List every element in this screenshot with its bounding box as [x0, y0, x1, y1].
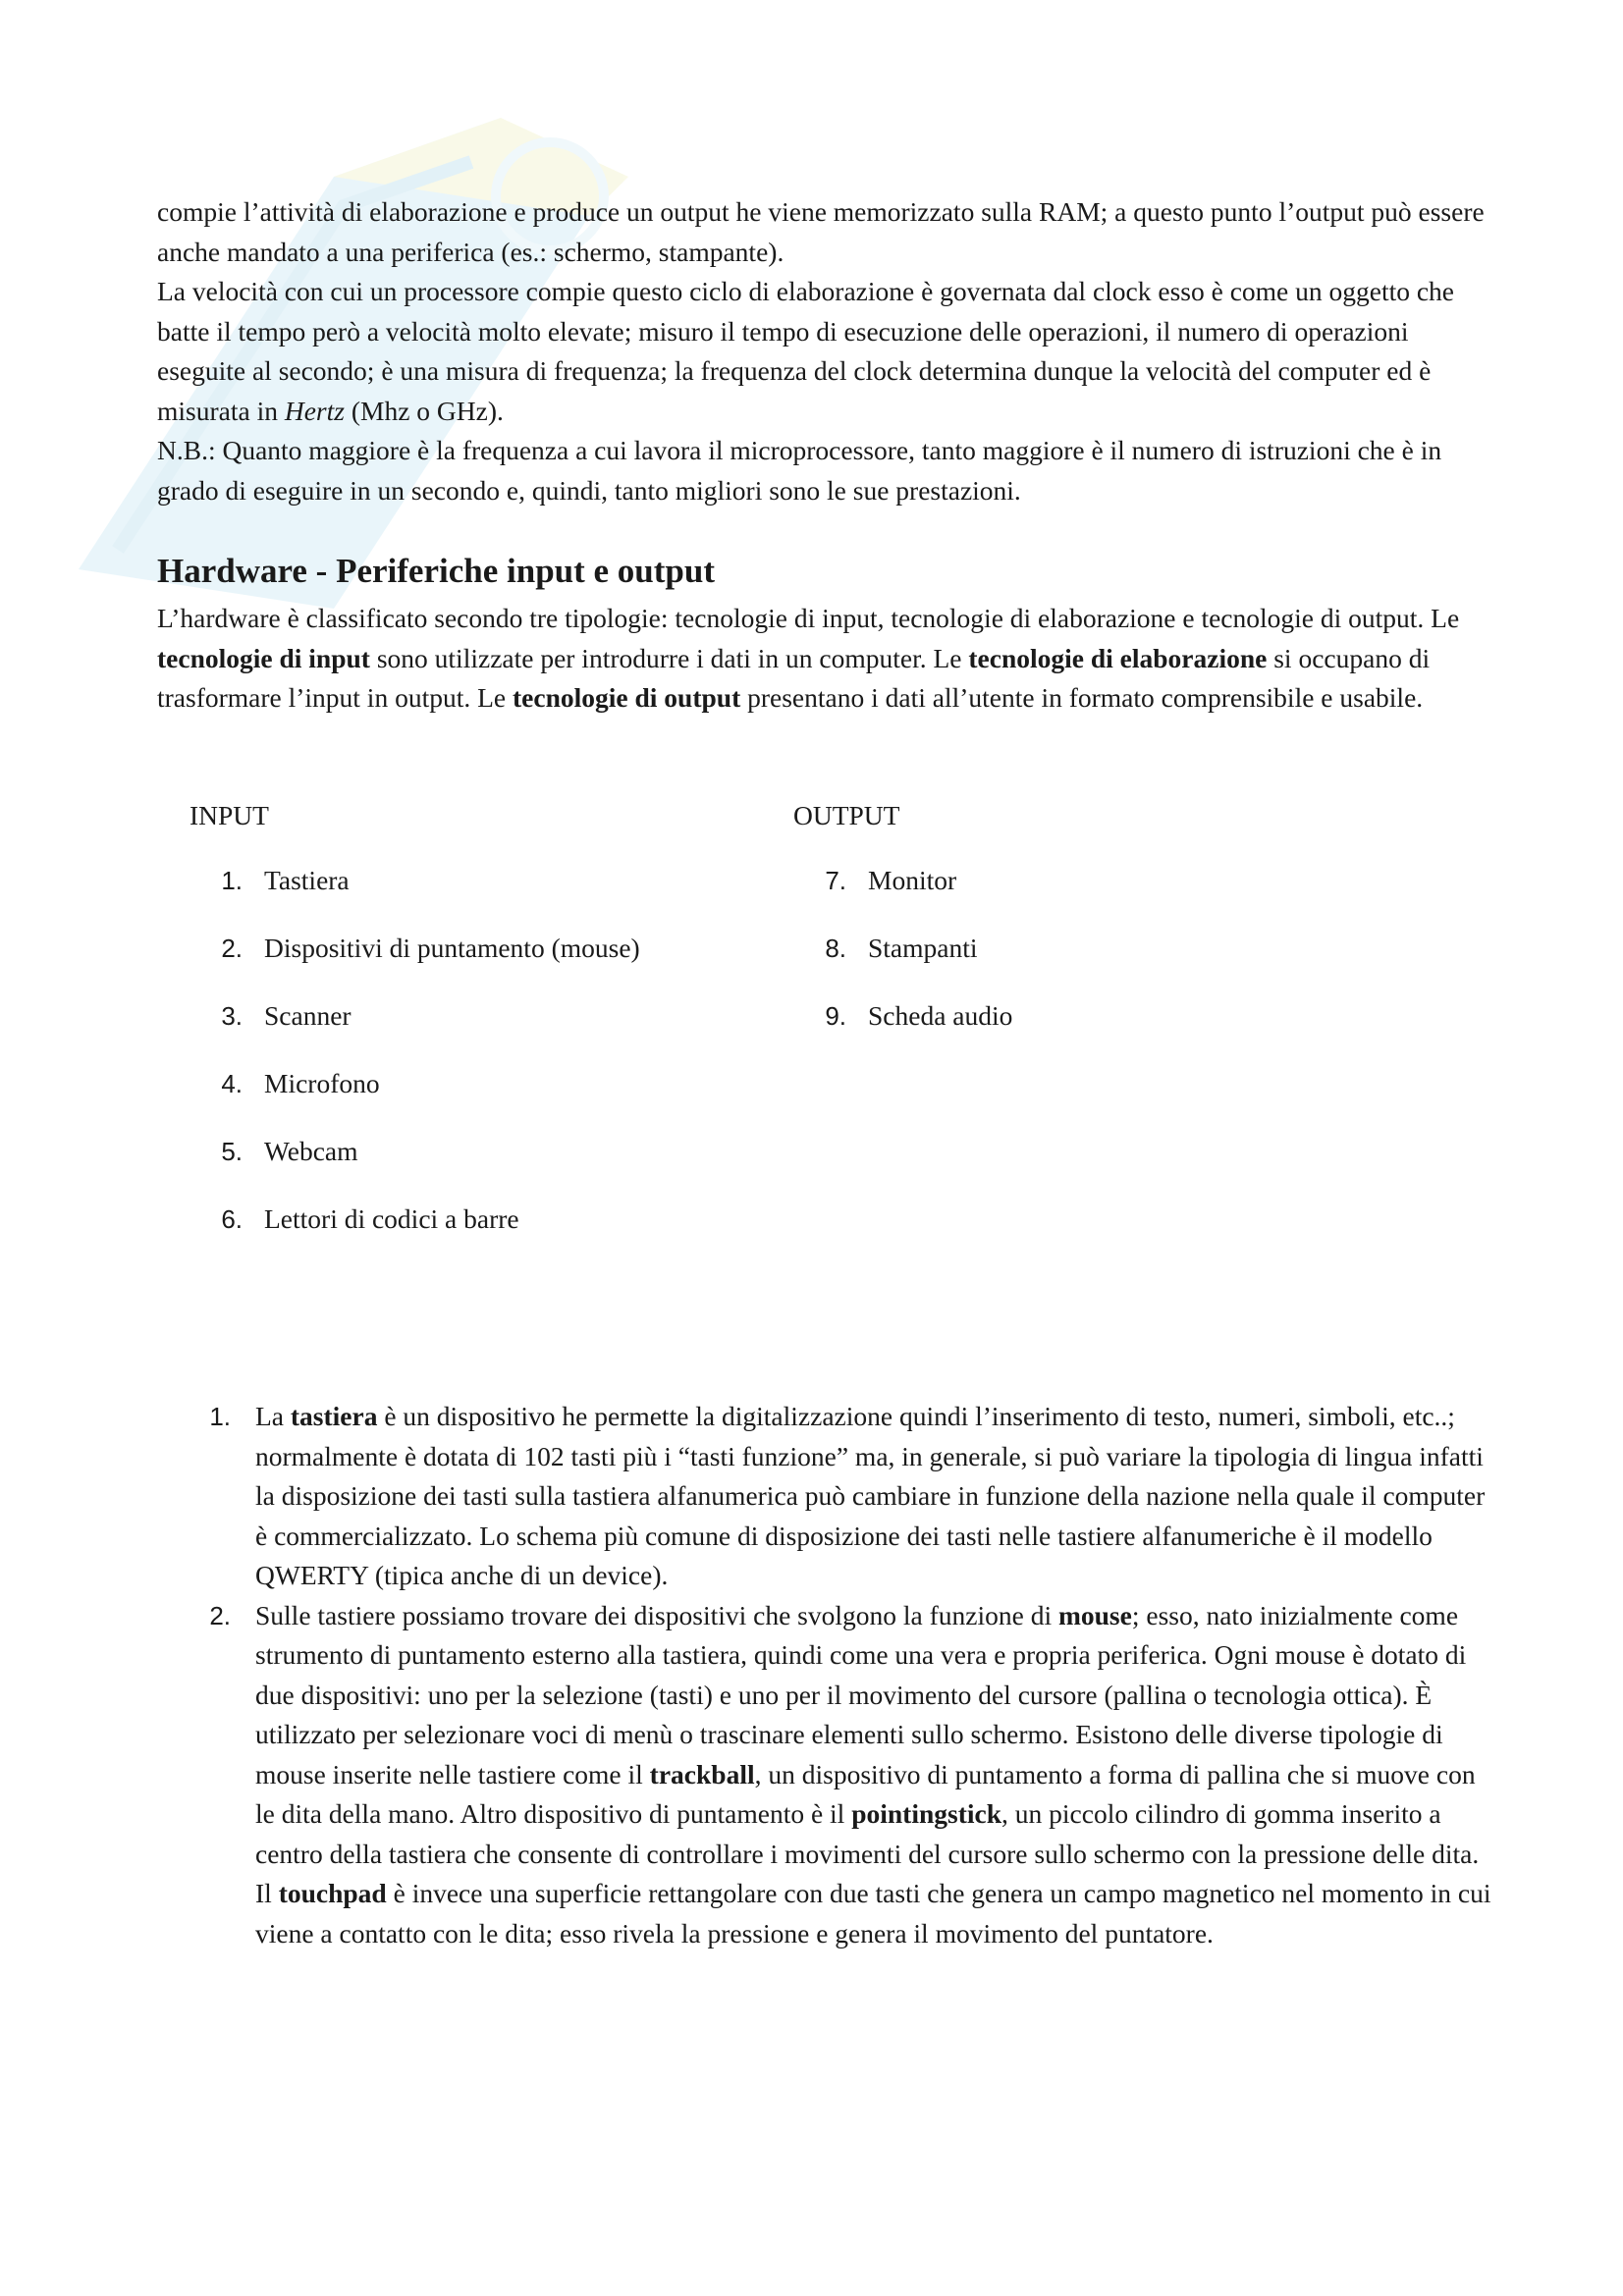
hertz-term: Hertz [284, 395, 345, 426]
hardware-paragraph: L’hardware è classificato secondo tre tipologie: tecnologie di input, tecnologie di elaborazione e tecnologie di output. Le tecnologie di input sono utilizzate per introdurre i dati in un computer. Le tecnologie di elaborazione si occupano di trasformare l’input in output. Le tecnologie di output presentano i dati all’utente in formato comprensibile e usabile. [157, 603, 1460, 713]
detail-item-tastiera: 1. La tastiera è un dispositivo he permette la digitalizzazione quindi l’inserimento di testo, numeri, simboli, etc..; normalmente è dotata di 102 tasti più i “tasti funzione” ma, in generale, si può variare la tipologia di lingua infatti la disposizione dei tasti sulla tastiera alfanumerica può cambiare in funzione della nazione nella quale il computer è commercializzato. Lo schema più comune di disposizione dei tasti nelle tastiere alfanumeriche è il modello QWERTY (tipica anche di un device). [209, 1401, 1486, 1590]
output-heading: OUTPUT [793, 800, 900, 830]
section-title: Hardware - Periferiche input e output [157, 552, 716, 590]
detail-item-mouse: 2. Sulle tastiere possiamo trovare dei dispositivi che svolgono la funzione di mouse; esso, nato inizialmente come strumento di puntamento esterno alla tastiera, quindi come una vera e propria periferica. Ogni mouse è dotato di due dispositivi: uno per la selezione (tasti) e uno per il movimento del cursore (pallina o tecnologia ottica). È utilizzato per selezionare voci di menù o trascinare elementi sullo schermo. Esistono delle diverse tipologie di mouse inserite nelle tastiere come il trackball, un dispositivo di puntamento a forma di pallina che si muove con le dita della mano. Altro dispositivo di puntamento è il pointingstick, un piccolo cilindro di gomma inserito a centro della tastiera che consente di controllare i movimenti del cursore sullo schermo con la pressione delle dita. Il touchpad è invece una superficie rettangolare con due tasti che genera un campo magnetico nel momento in cui viene a contatto con le dita; esso rivela la pressione e genera il movimento del puntatore. [209, 1599, 1491, 1949]
intro-paragraph-1: compie l’attività di elaborazione e produce un output he viene memorizzato sulla RAM; a questo punto l’output può essere anche mandato a una periferica (es.: schermo, stampante). [157, 196, 1485, 267]
details-list [157, 1397, 1492, 1953]
input-heading: INPUT [189, 800, 269, 830]
intro-paragraph-2: La velocità con cui un processore compie questo ciclo di elaborazione è governata dal clock esso è come un oggetto che batte il tempo però a velocità molto elevate; misuro il tempo di esecuzione delle operazioni, il numero di operazioni eseguite al secondo; è una misura di frequenza; la frequenza del clock determina dunque la velocità del computer ed è misurata in Hertz (Mhz o GHz). [157, 276, 1455, 426]
intro-section [157, 192, 1492, 510]
nb-paragraph: N.B.: Quanto maggiore è la frequenza a cui lavora il microprocessore, tanto maggiore è il numero di istruzioni che è in grado di eseguire in un secondo e, quindi, tanto migliori sono le sue prestazioni. [157, 435, 1442, 506]
